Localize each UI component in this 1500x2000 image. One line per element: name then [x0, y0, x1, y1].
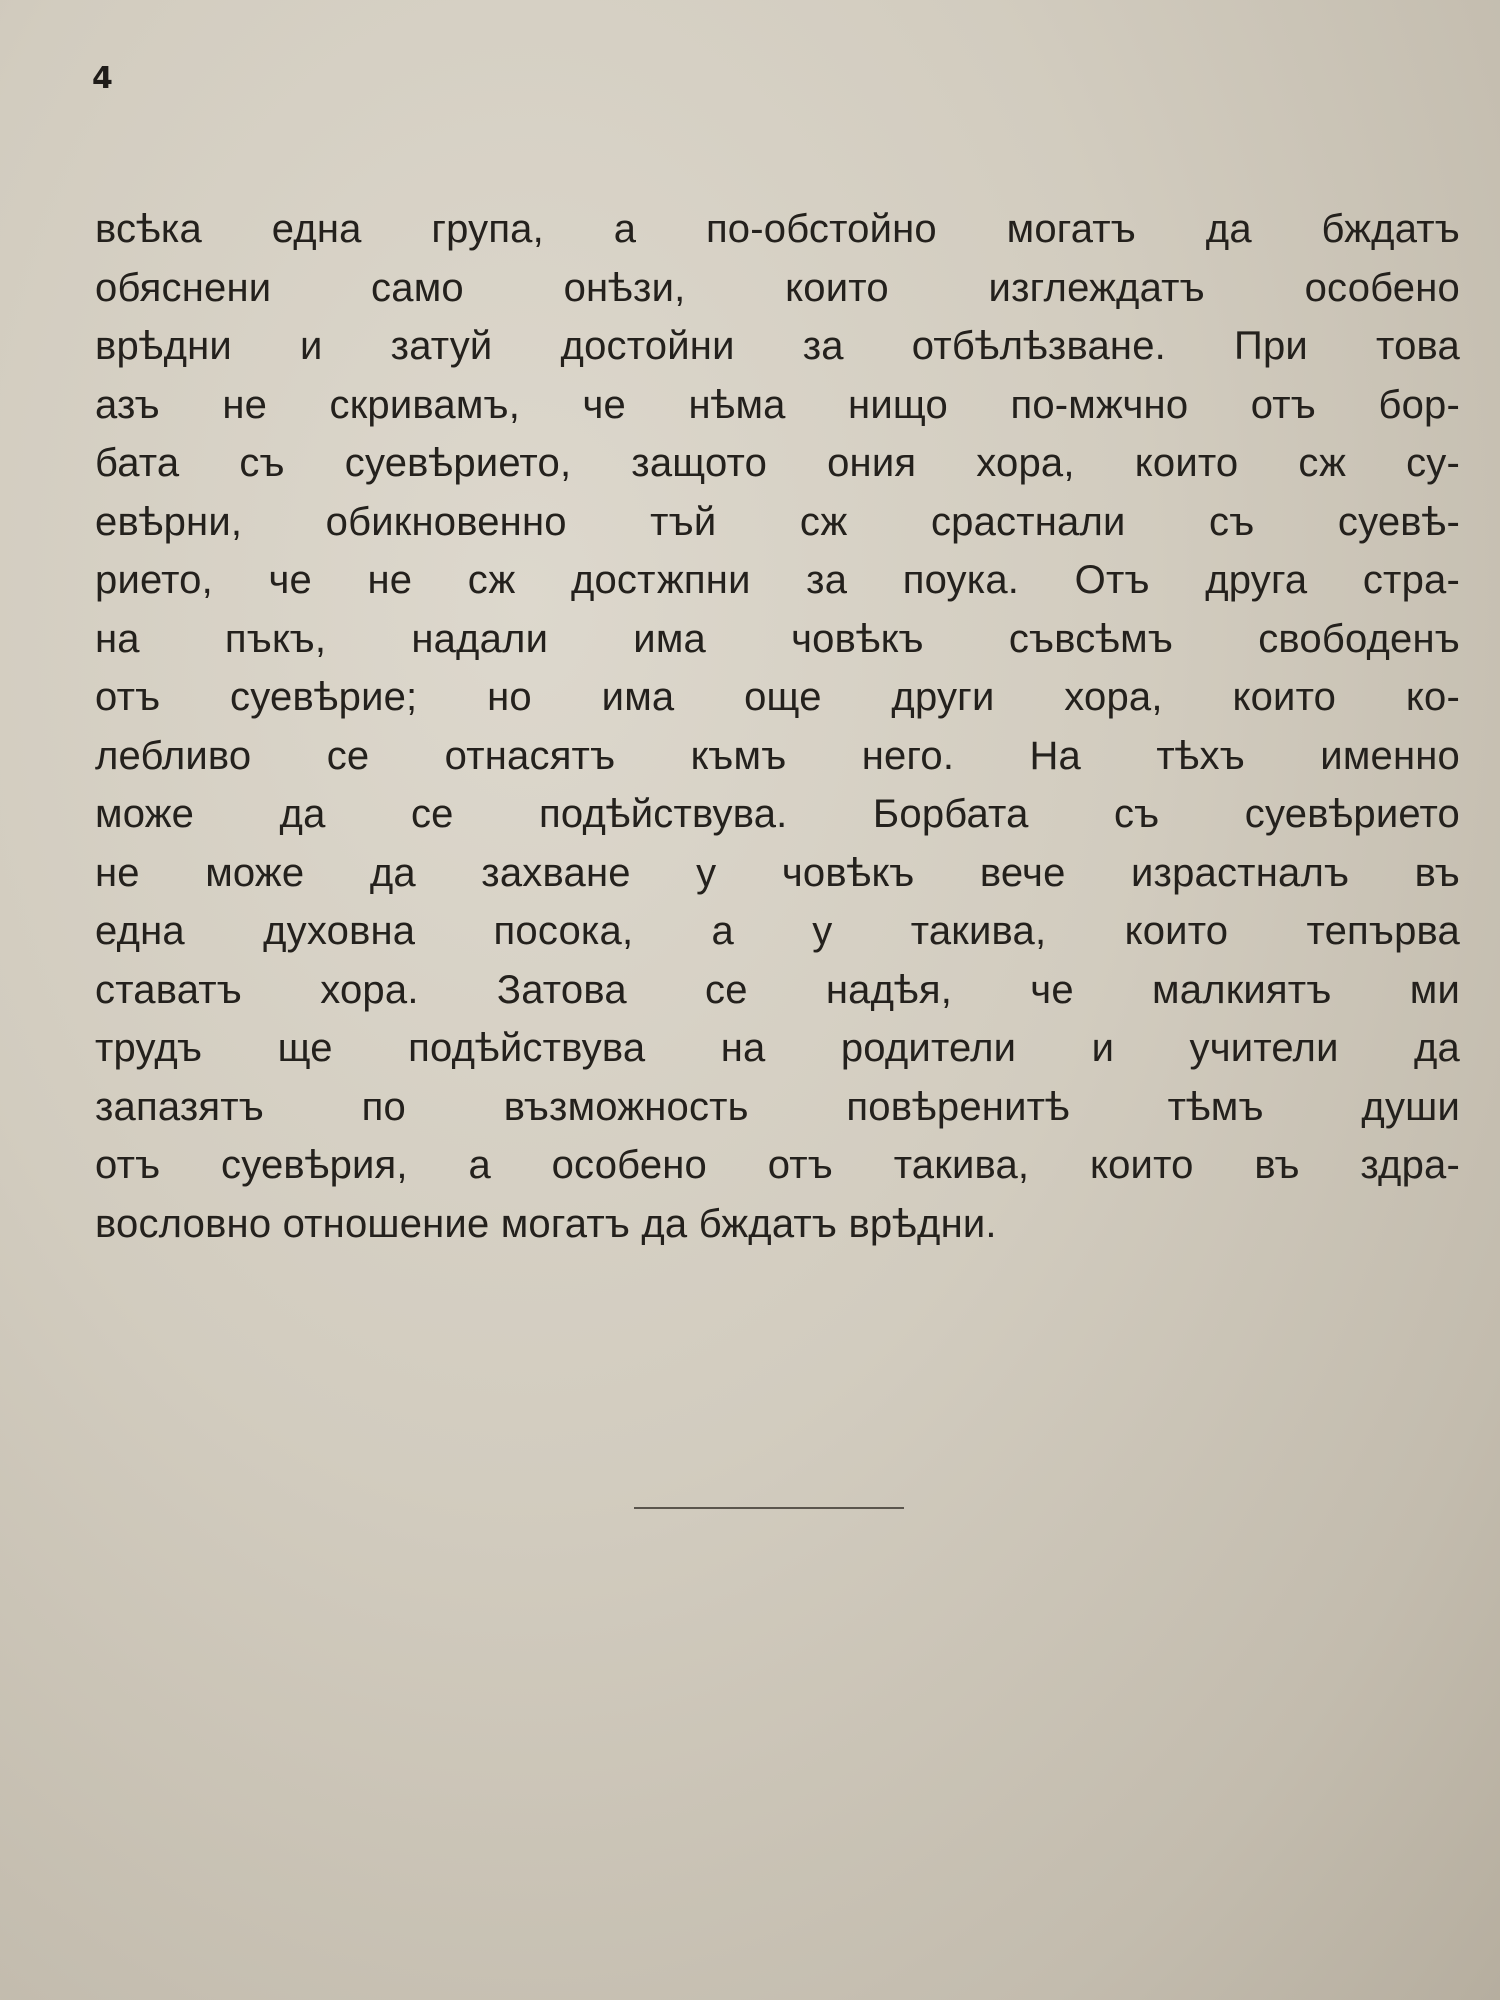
text-line: може да се подѣйствува. Борбата съ суевѣрието: [95, 792, 1460, 836]
text-line: азъ не скривамъ, че нѣма нищо по-мжчно отъ бор-: [95, 382, 1460, 427]
text-line: бата съ суевѣрието, защото ония хора, които сж су-: [95, 441, 1460, 485]
text-line: на пъкъ, надали има човѣкъ съвсѣмъ свободенъ: [95, 616, 1460, 661]
text-line: отъ суевѣрие; но има още други хора, които ко-: [95, 675, 1460, 719]
text-line: не може да захване у човѣкъ вече израстналъ въ: [95, 850, 1460, 895]
text-line: всѣка една група, а по-обстойно могатъ да бждатъ: [95, 207, 1460, 251]
text-line: врѣдни и затуй достойни за отбѣлѣзване. При това: [95, 324, 1460, 368]
text-line: запазятъ по възможность повѣренитѣ тѣмъ души: [95, 1084, 1460, 1129]
text-line: отъ суевѣрия, а особено отъ такива, които въ здра-: [95, 1143, 1460, 1187]
text-line: евѣрни, обикновенно тъй сж срастнали съ суевѣ-: [95, 499, 1460, 544]
text-line: рието, че не сж достжпни за поука. Отъ друга стра-: [95, 558, 1460, 602]
text-line: една духовна посока, а у такива, които тепърва: [95, 909, 1460, 953]
text-line: трудъ ще подѣйствува на родители и учители да: [95, 1026, 1460, 1070]
body-paragraph: [95, 200, 1460, 1253]
section-divider: [634, 1507, 904, 1509]
text-line: вословно отношение могатъ да бждатъ врѣдни.: [95, 1201, 997, 1246]
text-line: ставатъ хора. Затова се надѣя, че малкиятъ ми: [95, 967, 1460, 1012]
text-line: лебливо се отнасятъ къмъ него. На тѣхъ именно: [95, 733, 1460, 778]
text-line: обяснени само онѣзи, които изглеждатъ особено: [95, 265, 1460, 310]
page-number: 4: [92, 61, 113, 96]
